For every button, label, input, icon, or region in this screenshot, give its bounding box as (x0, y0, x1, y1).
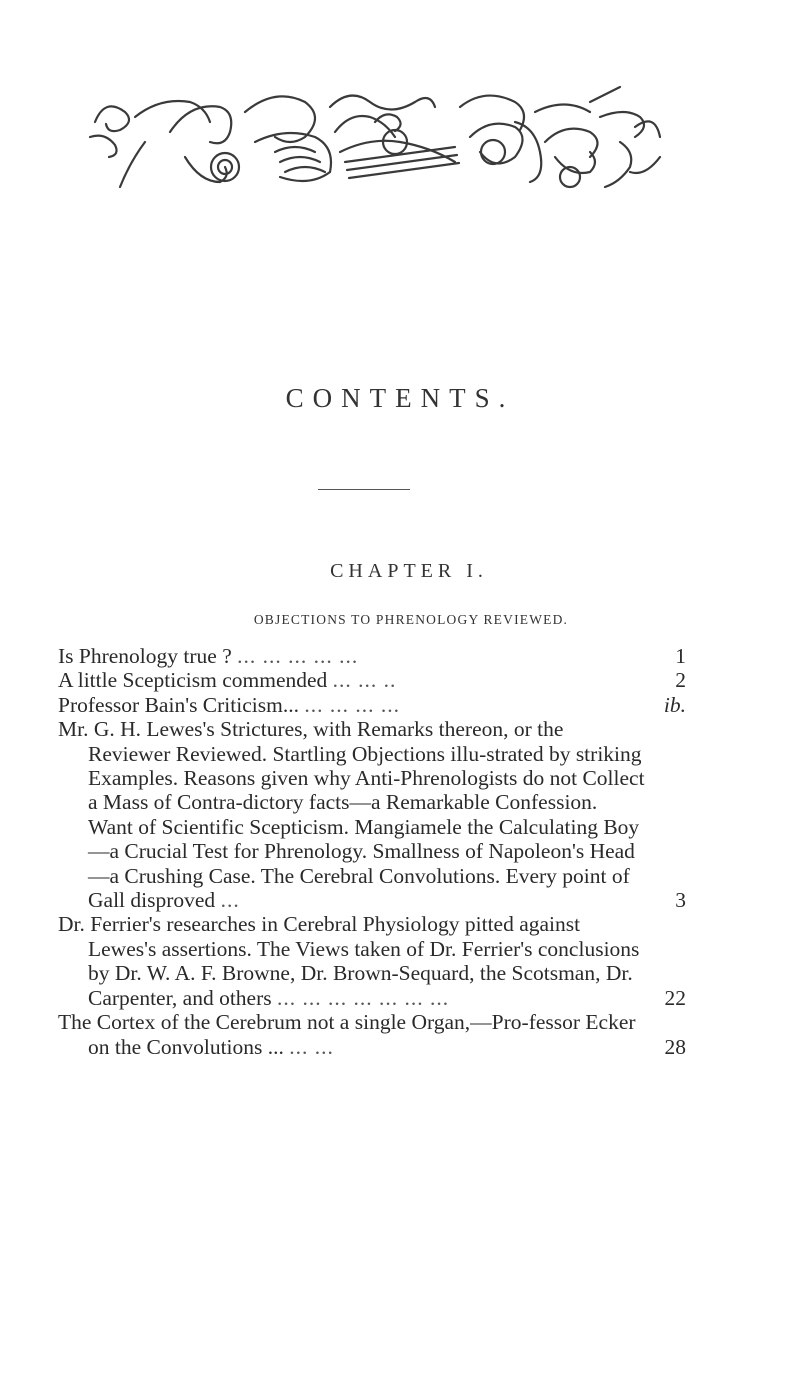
toc-entry-text: Dr. Ferrier's researches in Cerebral Physiology pitted against Lewes's assertions. The Views taken of Dr. Ferrier's conclusions by Dr. W. A. F. Browne, Dr. Brown-Sequard, the Scotsman, Dr. Carpenter, and others (58, 912, 640, 1010)
toc-entry-text: Is Phrenology true ? (58, 644, 232, 668)
toc-page-number: 28 (664, 1034, 686, 1059)
toc-leader: ... ... .. (332, 668, 397, 693)
ornament-headpiece (75, 82, 665, 192)
toc-entry (58, 693, 686, 717)
contents-title: CONTENTS. (285, 383, 515, 413)
table-of-contents (58, 644, 686, 1059)
toc-page-number: 3 (675, 888, 686, 913)
chapter-subtitle: OBJECTIONS TO PHRENOLOGY REVIEWED. (253, 612, 569, 627)
toc-page-number: ib. (663, 692, 686, 717)
toc-entry (58, 668, 686, 692)
toc-entry (58, 717, 686, 912)
chapter-heading: CHAPTER I. (330, 560, 488, 582)
toc-entry-text: The Cortex of the Cerebrum not a single Organ,—Pro-fessor Ecker on the Convolutions ... (58, 1010, 636, 1059)
toc-entry-text: Mr. G. H. Lewes's Strictures, with Remarks thereon, or the Reviewer Reviewed. Startling Objections illu-strated by striking Examples. Reasons given why Anti-Phrenologists do not Collect a Mass of Contra-dictory facts—a Remarkable Confession. Want of Scientific Scepticism. Mangiamele the Calculating Boy—a Crucial Test for Phrenology. Smallness of Napoleon's Head—a Crushing Case. The Cerebral Convolutions. Every point of Gall disproved (58, 717, 645, 913)
toc-leader: ... ... ... ... ... ... ... (277, 985, 450, 1010)
toc-page-number: 22 (664, 985, 686, 1010)
toc-entry (58, 644, 686, 668)
toc-leader: ... ... ... ... ... (237, 644, 359, 668)
toc-leader: ... ... ... ... (304, 692, 400, 717)
divider-rule (318, 489, 410, 490)
toc-leader: ... (220, 888, 240, 913)
toc-entry-text: A little Scepticism commended (58, 668, 328, 693)
toc-entry-text: Professor Bain's Criticism... (58, 692, 299, 717)
toc-page-number: 2 (675, 668, 686, 693)
toc-entry (58, 1010, 686, 1059)
toc-entry (58, 912, 686, 1010)
toc-leader: ... ... (289, 1034, 334, 1059)
toc-page-number: 1 (675, 644, 686, 668)
